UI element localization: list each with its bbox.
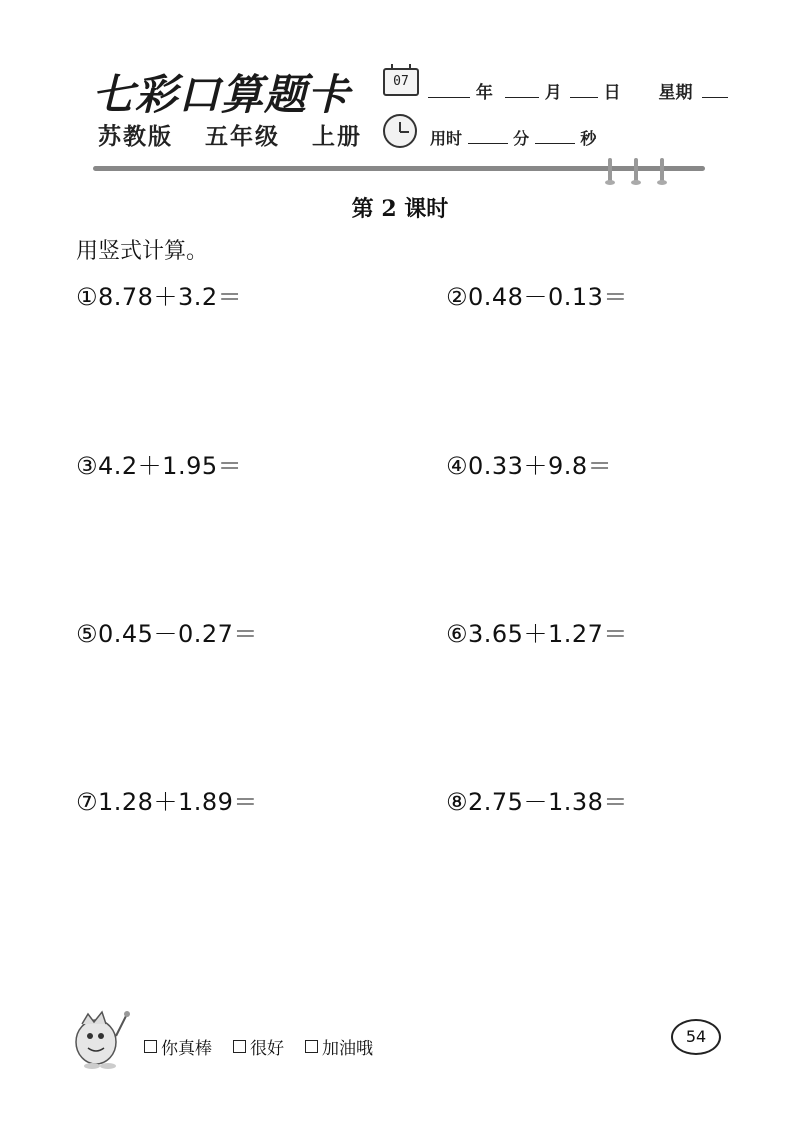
month-label: 月 [544,83,562,103]
second-blank[interactable] [535,142,575,144]
clock-icon [383,114,417,148]
rating-good[interactable] [233,1034,284,1059]
instruction-text: 用竖式计算。 [76,239,209,264]
problem-7: ⑦1.28＋1.89＝ [76,788,258,816]
lesson-title: 第 2 课时 [351,196,449,222]
calendar-number: 07 [393,74,409,89]
rating-great[interactable] [144,1034,212,1059]
edition-grade: 五年级 [205,124,281,150]
edition-info [98,118,384,151]
problem-1: ①8.78＋3.2＝ [76,283,243,311]
time-fields [430,126,596,149]
minute-label: 分 [513,129,530,148]
edition-volume: 上册 [312,124,363,150]
problem-3: ③4.2＋1.95＝ [76,452,243,480]
checkbox-icon[interactable] [233,1040,246,1053]
binder-pin-icon [660,158,664,182]
weekday-label: 星期 [658,83,693,103]
rating-good-label: 很好 [250,1039,284,1059]
rating-keep-going-label: 加油哦 [322,1039,373,1059]
problem-6: ⑥3.65＋1.27＝ [446,620,628,648]
year-blank[interactable] [428,96,470,98]
problem-8: ⑧2.75－1.38＝ [446,788,628,816]
checkbox-icon[interactable] [305,1040,318,1053]
binder-pin-icon [608,158,612,182]
second-label: 秒 [580,129,597,148]
problem-2: ②0.48－0.13＝ [446,283,628,311]
minute-blank[interactable] [468,142,508,144]
day-blank[interactable] [570,96,598,98]
weekday-blank[interactable] [702,96,728,98]
year-label: 年 [475,83,493,103]
calendar-icon [383,68,419,96]
edition-publisher: 苏教版 [98,124,173,150]
problem-5: ⑤0.45－0.27＝ [76,620,258,648]
header-divider [93,166,705,171]
binder-pin-icon [634,158,638,182]
mascot-icon [68,1008,134,1070]
checkbox-icon[interactable] [144,1040,157,1053]
time-used-label: 用时 [430,129,463,148]
rating-great-label: 你真棒 [161,1039,212,1059]
brand-title: 七彩口算题卡 [92,70,351,119]
date-fields [428,78,728,103]
page-number: 54 [671,1019,721,1055]
day-label: 日 [603,83,621,103]
rating-keep-going[interactable] [305,1034,373,1059]
month-blank[interactable] [505,96,539,98]
problem-4: ④0.33＋9.8＝ [446,452,613,480]
